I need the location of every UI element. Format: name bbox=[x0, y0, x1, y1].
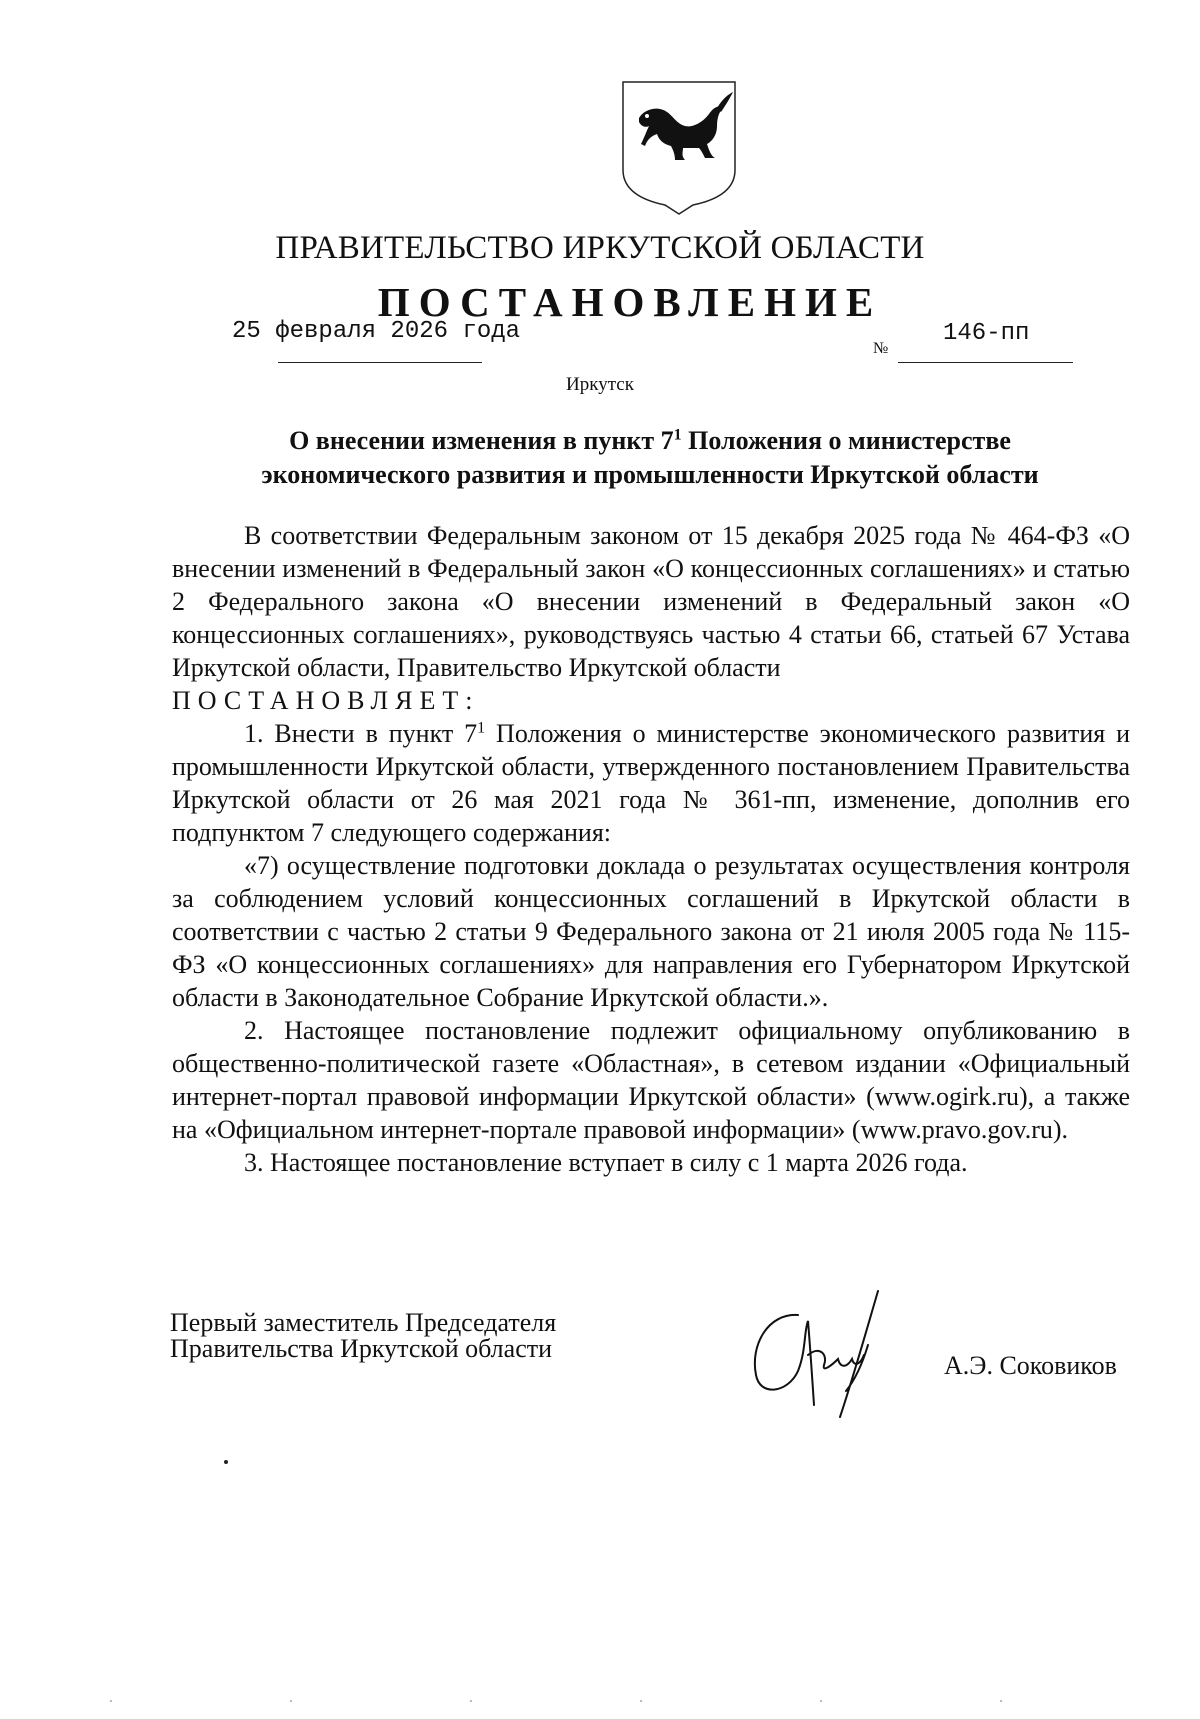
speck bbox=[1000, 1700, 1002, 1702]
signer-position bbox=[170, 1310, 556, 1362]
item-3-paragraph: 3. Настоящее постановление вступает в силу с 1 марта 2026 года. bbox=[244, 1148, 968, 1177]
item-1-superscript: 1 bbox=[477, 719, 486, 737]
title-line1-start: О внесении изменения в пункт 7 bbox=[289, 426, 674, 455]
signer-position-line1: Первый заместитель Председателя bbox=[170, 1308, 557, 1337]
speck bbox=[110, 1700, 112, 1702]
quoted-subitem-paragraph: «7) осуществление подготовки доклада о результатах осуществления контроля за соблюдением условий концессионных соглашений в Иркутской области в соответствии с частью 2 статьи 9 Федерального закона от 21 июля 2005 года № 115-ФЗ «О концессионных соглашениях» для направления его Губернатором Иркутской области в Законодательное Собрание Иркутской области.». bbox=[172, 851, 1130, 1012]
speck bbox=[820, 1700, 822, 1702]
item-2-paragraph: 2. Настоящее постановление подлежит официальному опубликованию в общественно-политической газете «Областная», в сетевом издании «Официальный интернет-портал правовой информации Иркутской области» (www.ogirk.ru), а также на «Официальном интернет-портале правовой информации» (www.pravo.gov.ru). bbox=[172, 1016, 1130, 1144]
organization-name: ПРАВИТЕЛЬСТВО ИРКУТСКОЙ ОБЛАСТИ bbox=[275, 230, 925, 266]
preamble-paragraph: В соответствии Федеральным законом от 15 декабря 2025 года № 464-ФЗ «О внесении изменений в Федеральный закон «О концессионных соглашениях» и статью 2 Федерального закона «О внесении изменений в Федеральный закон «О концессионных соглашениях», руководствуясь частью 4 статьи 66, статьей 67 Устава Иркутской области, Правительство Иркутской области bbox=[172, 521, 1130, 682]
resolves-word: ПОСТАНОВЛЯЕТ: bbox=[172, 686, 480, 715]
document-date: 25 февраля 2026 года bbox=[232, 318, 521, 345]
signer-position-line2: Правительства Иркутской области bbox=[170, 1334, 553, 1363]
city: Иркутск bbox=[566, 374, 634, 395]
title-line2: экономического развития и промышленности Иркутской области bbox=[261, 460, 1039, 489]
stray-mark bbox=[224, 1460, 228, 1464]
speck bbox=[290, 1700, 292, 1702]
coat-of-arms-icon bbox=[619, 78, 739, 218]
document-number: 146-пп bbox=[943, 320, 1030, 347]
title-superscript: 1 bbox=[673, 426, 682, 444]
handwritten-signature bbox=[728, 1285, 928, 1435]
number-underline bbox=[898, 362, 1073, 363]
item-1-start: 1. Внести в пункт 7 bbox=[244, 719, 478, 748]
item-1-end: Положения о министерстве экономического развития и промышленности Иркутской области, утвержденного постановлением Правительства Иркутской области от 26 мая 2021 года № 361-пп, изменение, дополнив его подпунктом 7 следующего содержания: bbox=[172, 719, 1131, 847]
scan-edge-marks bbox=[0, 1700, 1200, 1706]
document-type: ПОСТАНОВЛЕНИЕ bbox=[377, 279, 883, 325]
item-1-paragraph bbox=[172, 717, 1130, 849]
title-line1-end: Положения о министерстве bbox=[681, 426, 1011, 455]
speck bbox=[470, 1700, 472, 1702]
document-body bbox=[172, 519, 1130, 1179]
date-underline bbox=[278, 362, 482, 363]
signer-name: А.Э. Соковиков bbox=[944, 1351, 1117, 1380]
document-title bbox=[170, 424, 1130, 492]
speck bbox=[640, 1700, 642, 1702]
number-sign: № bbox=[873, 340, 889, 357]
